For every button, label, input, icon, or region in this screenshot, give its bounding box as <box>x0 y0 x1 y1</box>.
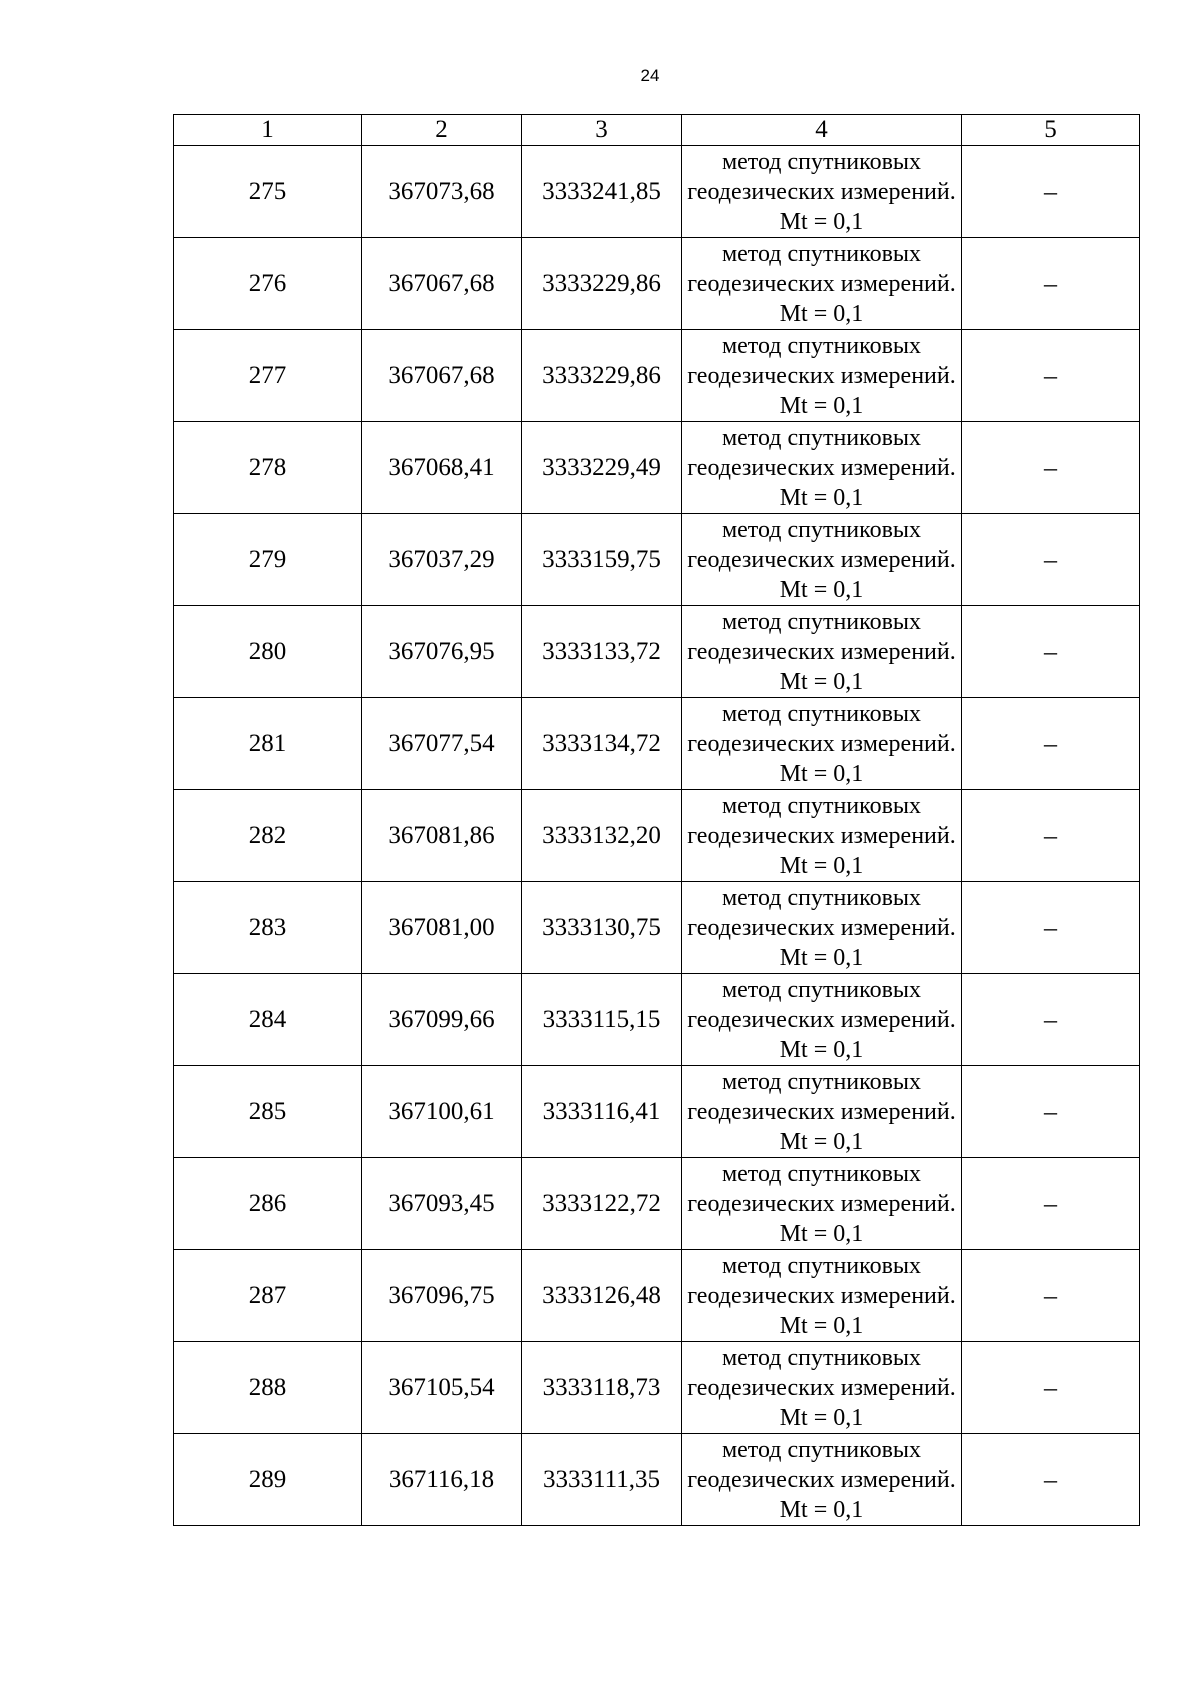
table-row <box>174 514 1140 606</box>
x-coordinate-cell: 367100,61 <box>362 1066 522 1158</box>
method-cell: метод спутниковых геодезических измерений. Mt = 0,1 <box>682 422 962 514</box>
y-coordinate-cell: 3333118,73 <box>522 1342 682 1434</box>
y-coordinate-cell: 3333241,85 <box>522 146 682 238</box>
header-col-3: 3 <box>522 115 682 146</box>
point-number-cell: 280 <box>174 606 362 698</box>
point-number-cell: 283 <box>174 882 362 974</box>
x-coordinate-cell: 367068,41 <box>362 422 522 514</box>
method-cell: метод спутниковых геодезических измерений. Mt = 0,1 <box>682 146 962 238</box>
note-cell: – <box>962 882 1140 974</box>
method-cell: метод спутниковых геодезических измерений. Mt = 0,1 <box>682 514 962 606</box>
method-cell: метод спутниковых геодезических измерений. Mt = 0,1 <box>682 606 962 698</box>
method-cell: метод спутниковых геодезических измерений. Mt = 0,1 <box>682 1434 962 1526</box>
note-cell: – <box>962 1250 1140 1342</box>
header-col-4: 4 <box>682 115 962 146</box>
x-coordinate-cell: 367076,95 <box>362 606 522 698</box>
header-col-5: 5 <box>962 115 1140 146</box>
point-number-cell: 284 <box>174 974 362 1066</box>
coordinates-table <box>173 114 1140 1526</box>
y-coordinate-cell: 3333132,20 <box>522 790 682 882</box>
table-row <box>174 606 1140 698</box>
method-cell: метод спутниковых геодезических измерений. Mt = 0,1 <box>682 1250 962 1342</box>
table-row <box>174 882 1140 974</box>
table-row <box>174 1342 1140 1434</box>
y-coordinate-cell: 3333229,86 <box>522 330 682 422</box>
note-cell: – <box>962 1066 1140 1158</box>
y-coordinate-cell: 3333159,75 <box>522 514 682 606</box>
point-number-cell: 275 <box>174 146 362 238</box>
x-coordinate-cell: 367081,00 <box>362 882 522 974</box>
point-number-cell: 288 <box>174 1342 362 1434</box>
point-number-cell: 279 <box>174 514 362 606</box>
method-cell: метод спутниковых геодезических измерений. Mt = 0,1 <box>682 882 962 974</box>
table-row <box>174 1158 1140 1250</box>
x-coordinate-cell: 367099,66 <box>362 974 522 1066</box>
y-coordinate-cell: 3333134,72 <box>522 698 682 790</box>
point-number-cell: 287 <box>174 1250 362 1342</box>
note-cell: – <box>962 1434 1140 1526</box>
note-cell: – <box>962 606 1140 698</box>
note-cell: – <box>962 238 1140 330</box>
table-row <box>174 1434 1140 1526</box>
x-coordinate-cell: 367096,75 <box>362 1250 522 1342</box>
table-row <box>174 422 1140 514</box>
method-cell: метод спутниковых геодезических измерений. Mt = 0,1 <box>682 238 962 330</box>
table-row <box>174 974 1140 1066</box>
note-cell: – <box>962 146 1140 238</box>
point-number-cell: 289 <box>174 1434 362 1526</box>
method-cell: метод спутниковых геодезических измерений. Mt = 0,1 <box>682 330 962 422</box>
y-coordinate-cell: 3333130,75 <box>522 882 682 974</box>
y-coordinate-cell: 3333122,72 <box>522 1158 682 1250</box>
table-body <box>174 146 1140 1526</box>
method-cell: метод спутниковых геодезических измерений. Mt = 0,1 <box>682 1066 962 1158</box>
note-cell: – <box>962 330 1140 422</box>
x-coordinate-cell: 367067,68 <box>362 238 522 330</box>
point-number-cell: 278 <box>174 422 362 514</box>
note-cell: – <box>962 422 1140 514</box>
table-row <box>174 790 1140 882</box>
table-row <box>174 1250 1140 1342</box>
y-coordinate-cell: 3333133,72 <box>522 606 682 698</box>
point-number-cell: 282 <box>174 790 362 882</box>
method-cell: метод спутниковых геодезических измерений. Mt = 0,1 <box>682 698 962 790</box>
table-row <box>174 1066 1140 1158</box>
y-coordinate-cell: 3333229,49 <box>522 422 682 514</box>
note-cell: – <box>962 514 1140 606</box>
point-number-cell: 277 <box>174 330 362 422</box>
x-coordinate-cell: 367077,54 <box>362 698 522 790</box>
table-row <box>174 330 1140 422</box>
page-number: 24 <box>640 66 660 85</box>
note-cell: – <box>962 974 1140 1066</box>
y-coordinate-cell: 3333116,41 <box>522 1066 682 1158</box>
note-cell: – <box>962 698 1140 790</box>
header-col-2: 2 <box>362 115 522 146</box>
table-header <box>174 115 1140 146</box>
method-cell: метод спутниковых геодезических измерений. Mt = 0,1 <box>682 1158 962 1250</box>
table-row <box>174 238 1140 330</box>
y-coordinate-cell: 3333126,48 <box>522 1250 682 1342</box>
x-coordinate-cell: 367067,68 <box>362 330 522 422</box>
table-row <box>174 698 1140 790</box>
point-number-cell: 281 <box>174 698 362 790</box>
y-coordinate-cell: 3333115,15 <box>522 974 682 1066</box>
x-coordinate-cell: 367105,54 <box>362 1342 522 1434</box>
point-number-cell: 285 <box>174 1066 362 1158</box>
point-number-cell: 276 <box>174 238 362 330</box>
note-cell: – <box>962 1158 1140 1250</box>
method-cell: метод спутниковых геодезических измерений. Mt = 0,1 <box>682 974 962 1066</box>
x-coordinate-cell: 367116,18 <box>362 1434 522 1526</box>
point-number-cell: 286 <box>174 1158 362 1250</box>
method-cell: метод спутниковых геодезических измерений. Mt = 0,1 <box>682 790 962 882</box>
header-col-1: 1 <box>174 115 362 146</box>
x-coordinate-cell: 367081,86 <box>362 790 522 882</box>
note-cell: – <box>962 1342 1140 1434</box>
x-coordinate-cell: 367093,45 <box>362 1158 522 1250</box>
y-coordinate-cell: 3333111,35 <box>522 1434 682 1526</box>
x-coordinate-cell: 367073,68 <box>362 146 522 238</box>
y-coordinate-cell: 3333229,86 <box>522 238 682 330</box>
note-cell: – <box>962 790 1140 882</box>
x-coordinate-cell: 367037,29 <box>362 514 522 606</box>
method-cell: метод спутниковых геодезических измерений. Mt = 0,1 <box>682 1342 962 1434</box>
table-row <box>174 146 1140 238</box>
header-row <box>174 115 1140 146</box>
